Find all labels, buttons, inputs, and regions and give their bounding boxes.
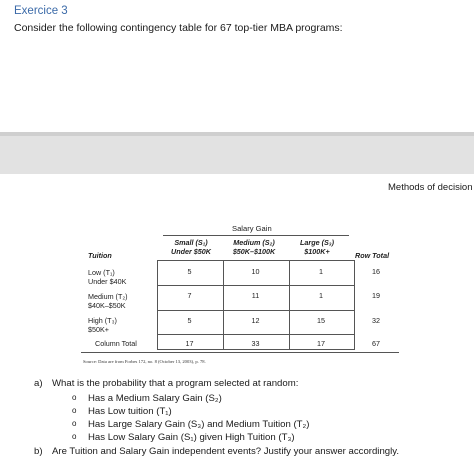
row-total-cell: 16	[372, 267, 380, 276]
grid-hline	[158, 285, 354, 286]
table-cell: 10	[251, 267, 260, 276]
grid-hline	[158, 334, 354, 335]
col-header-large: Large (S₃)	[300, 238, 334, 247]
col-header-large-range: $100K+	[304, 247, 330, 256]
row-range-high: $50K+	[88, 325, 109, 334]
col-header-medium-range: $50K–$100K	[232, 247, 276, 256]
row-label-medium: Medium (T₂)	[88, 292, 128, 301]
list-item-text: Has Low Salary Gain (S₁) given High Tuition (T₃)	[88, 432, 295, 443]
question-a-text: What is the probability that a program selected at random:	[52, 378, 299, 389]
grand-total-cell: 67	[372, 339, 380, 348]
page-separator-band	[0, 132, 474, 174]
row-label-low: Low (T₁)	[88, 268, 115, 277]
table-cell: 1	[319, 267, 323, 276]
row-label-high: High (T₃)	[88, 316, 117, 325]
list-item-text: Has Low tuition (T₁)	[88, 406, 172, 417]
methods-of-decision-label: Methods of decision	[388, 182, 473, 193]
column-total-cell: 17	[185, 339, 194, 348]
row-total-header: Row Total	[355, 251, 390, 260]
table-cell: 11	[251, 291, 260, 300]
intro-text: Consider the following contingency table for 67 top-tier MBA programs:	[14, 22, 343, 34]
bullet-icon: o	[72, 432, 77, 441]
exercise-title: Exercice 3	[14, 5, 68, 17]
grid-hline	[158, 310, 354, 311]
col-header-small: Small (S₁)	[174, 238, 208, 247]
row-range-low: Under $40K	[88, 277, 127, 286]
list-item-text: Has a Medium Salary Gain (S₂)	[88, 393, 222, 404]
salary-gain-header: Salary Gain	[232, 224, 272, 233]
question-b-marker: b)	[34, 446, 43, 457]
separator-edge	[0, 132, 474, 136]
table-cell: 7	[187, 291, 192, 300]
row-total-cell: 19	[372, 291, 380, 300]
question-b-text: Are Tuition and Salary Gain independent events? Justify your answer accordingly.	[52, 446, 399, 457]
bullet-icon: o	[72, 393, 77, 402]
bullet-icon: o	[72, 406, 77, 415]
list-item-text: Has Large Salary Gain (S₃) and Medium Tuition (T₂)	[88, 419, 310, 430]
table-cell: 5	[187, 316, 192, 325]
row-total-cell: 32	[372, 316, 380, 325]
bullet-icon: o	[72, 419, 77, 428]
table-source-note: Source: Data are from Forbes 172, no. 8 (October 13, 2003), p. 78.	[83, 359, 206, 364]
table-cell: 5	[187, 267, 192, 276]
table-cell: 12	[251, 316, 260, 325]
col-header-medium: Medium (S₂)	[233, 238, 275, 247]
salary-header-rule	[163, 235, 349, 236]
table-bottom-rule	[81, 352, 399, 353]
question-a-marker: a)	[34, 378, 43, 389]
tuition-header: Tuition	[88, 251, 112, 260]
col-header-small-range: Under $50K	[171, 247, 211, 256]
table-cell: 1	[319, 291, 323, 300]
row-range-medium: $40K–$50K	[88, 301, 126, 310]
column-total-cell: 17	[317, 339, 325, 348]
table-cell: 15	[317, 316, 325, 325]
contingency-table	[81, 218, 403, 368]
column-total-label: Column Total	[95, 339, 137, 348]
column-total-cell: 33	[251, 339, 260, 348]
